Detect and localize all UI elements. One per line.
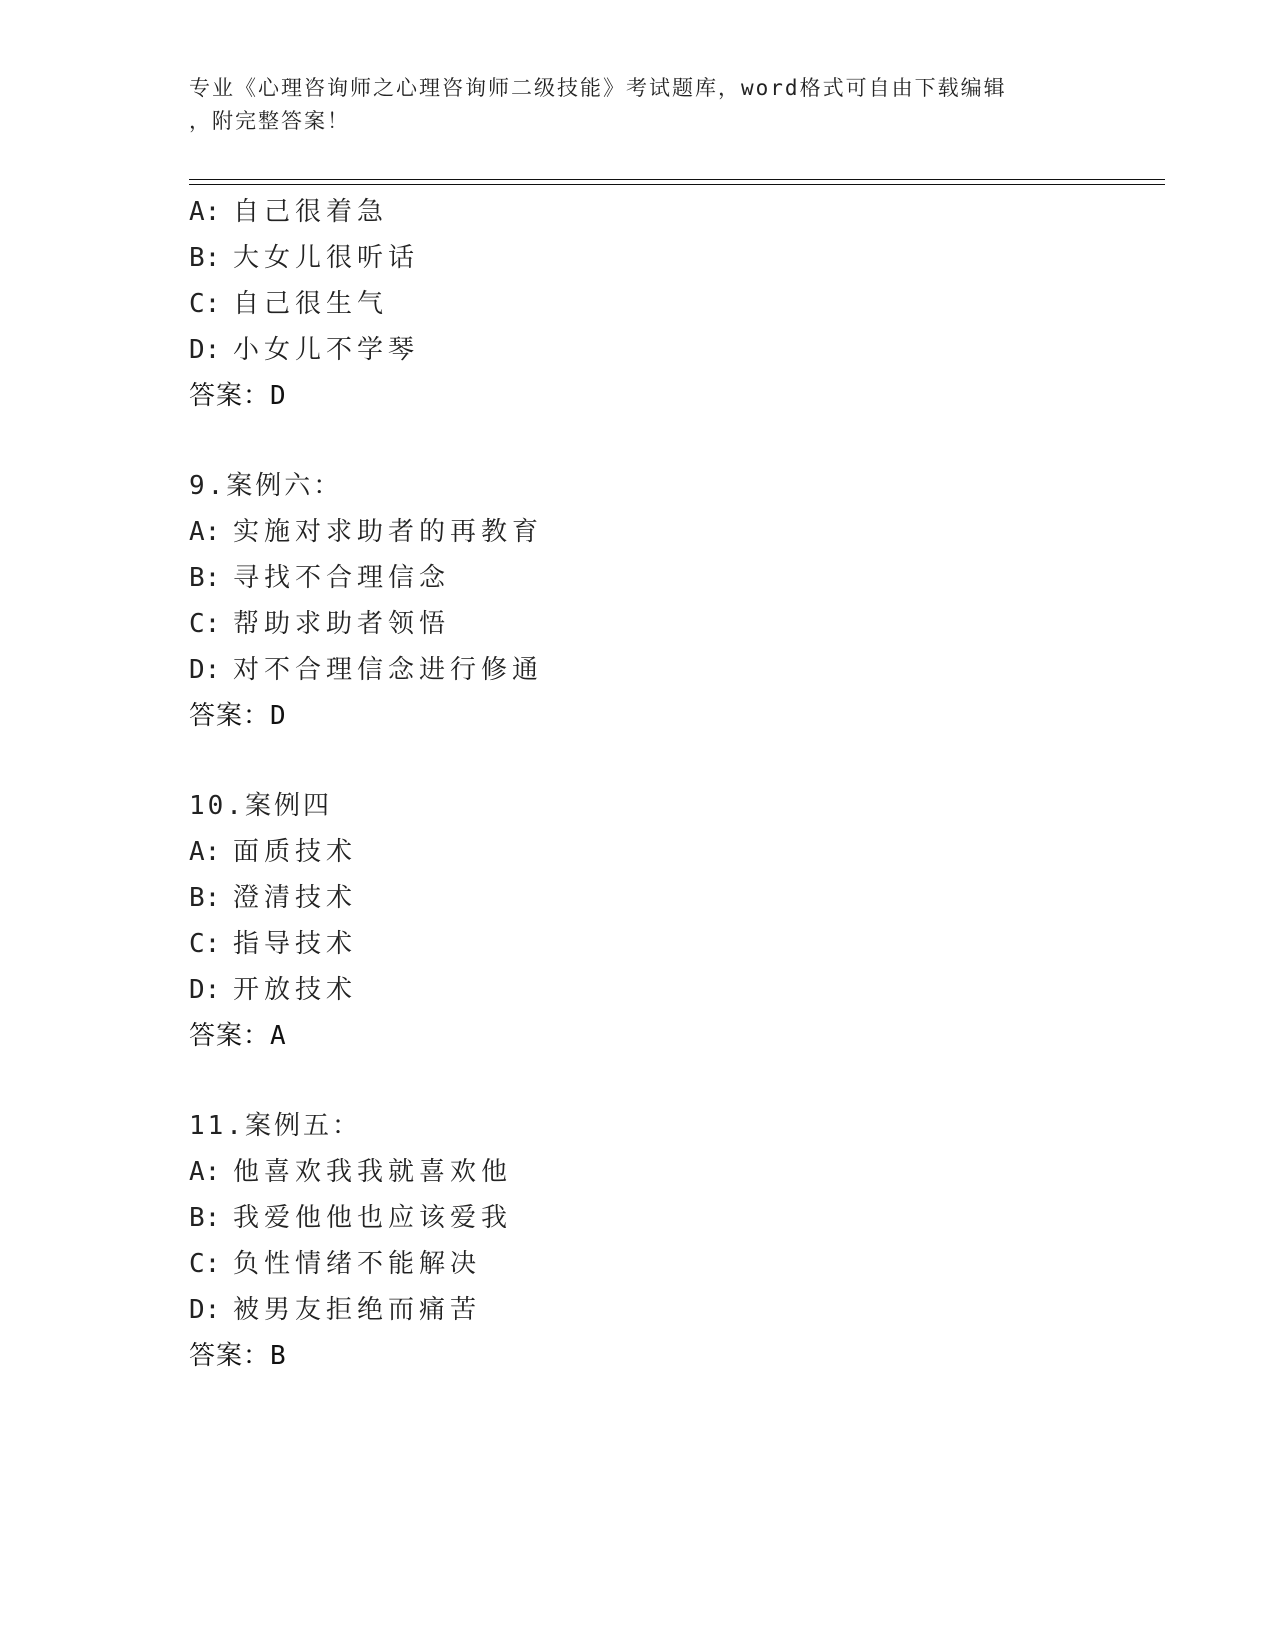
option-text: 面质技术 bbox=[233, 837, 358, 867]
option-key: B: bbox=[189, 563, 221, 593]
option-a bbox=[189, 829, 1165, 875]
answer-value: D bbox=[270, 701, 287, 731]
answer-line bbox=[189, 693, 1165, 739]
option-key: A: bbox=[189, 197, 221, 227]
answer-label: 答案： bbox=[189, 1021, 271, 1051]
option-text: 开放技术 bbox=[233, 975, 358, 1005]
option-text: 自己很着急 bbox=[233, 197, 389, 227]
question-block bbox=[189, 463, 1165, 739]
option-key: D: bbox=[189, 335, 221, 365]
header-line-2: ，附完整答案！ bbox=[189, 109, 350, 133]
option-d bbox=[189, 327, 1165, 373]
option-b bbox=[189, 235, 1165, 281]
option-text: 大女儿很听话 bbox=[233, 243, 420, 273]
option-c bbox=[189, 1241, 1165, 1287]
option-text: 对不合理信念进行修通 bbox=[233, 655, 544, 685]
header-divider-bottom bbox=[189, 184, 1165, 185]
answer-value: B bbox=[270, 1341, 287, 1371]
option-d bbox=[189, 967, 1165, 1013]
option-a bbox=[189, 189, 1165, 235]
answer-value: A bbox=[270, 1021, 287, 1051]
option-key: B: bbox=[189, 243, 221, 273]
option-text: 实施对求助者的再教育 bbox=[233, 517, 544, 547]
question-list bbox=[189, 189, 1165, 1379]
option-text: 寻找不合理信念 bbox=[233, 563, 451, 593]
option-text: 帮助求助者领悟 bbox=[233, 609, 451, 639]
question-block bbox=[189, 1103, 1165, 1379]
option-b bbox=[189, 555, 1165, 601]
option-c bbox=[189, 921, 1165, 967]
option-key: A: bbox=[189, 517, 221, 547]
option-key: B: bbox=[189, 1203, 221, 1233]
question-block bbox=[189, 783, 1165, 1059]
option-key: A: bbox=[189, 1157, 221, 1187]
option-key: C: bbox=[189, 929, 221, 959]
option-text: 自己很生气 bbox=[233, 289, 389, 319]
answer-line bbox=[189, 1013, 1165, 1059]
header-line-1: 专业《心理咨询师之心理咨询师二级技能》考试题库，word格式可自由下载编辑 bbox=[189, 76, 1007, 100]
option-text: 澄清技术 bbox=[233, 883, 358, 913]
question-title: 10.案例四 bbox=[189, 791, 332, 821]
question-title: 11.案例五： bbox=[189, 1111, 361, 1141]
option-text: 他喜欢我我就喜欢他 bbox=[233, 1157, 513, 1187]
option-b bbox=[189, 1195, 1165, 1241]
option-c bbox=[189, 601, 1165, 647]
option-key: C: bbox=[189, 1249, 221, 1279]
answer-label: 答案： bbox=[189, 701, 271, 731]
option-d bbox=[189, 1287, 1165, 1333]
option-b bbox=[189, 875, 1165, 921]
answer-label: 答案： bbox=[189, 1341, 271, 1371]
option-key: A: bbox=[189, 837, 221, 867]
option-text: 小女儿不学琴 bbox=[233, 335, 420, 365]
question-title: 9.案例六： bbox=[189, 471, 343, 501]
option-c bbox=[189, 281, 1165, 327]
answer-line bbox=[189, 1333, 1165, 1379]
option-key: B: bbox=[189, 883, 221, 913]
option-key: C: bbox=[189, 289, 221, 319]
answer-value: D bbox=[270, 381, 287, 411]
option-d bbox=[189, 647, 1165, 693]
option-key: C: bbox=[189, 609, 221, 639]
option-a bbox=[189, 509, 1165, 555]
option-key: D: bbox=[189, 655, 221, 685]
question-block bbox=[189, 189, 1165, 419]
answer-label: 答案： bbox=[189, 381, 271, 411]
option-text: 指导技术 bbox=[233, 929, 358, 959]
header-divider-top bbox=[189, 179, 1165, 180]
option-key: D: bbox=[189, 1295, 221, 1325]
document-header bbox=[189, 72, 1089, 138]
answer-line bbox=[189, 373, 1165, 419]
option-text: 被男友拒绝而痛苦 bbox=[233, 1295, 482, 1325]
option-a bbox=[189, 1149, 1165, 1195]
option-text: 负性情绪不能解决 bbox=[233, 1249, 482, 1279]
option-text: 我爱他他也应该爱我 bbox=[233, 1203, 513, 1233]
option-key: D: bbox=[189, 975, 221, 1005]
